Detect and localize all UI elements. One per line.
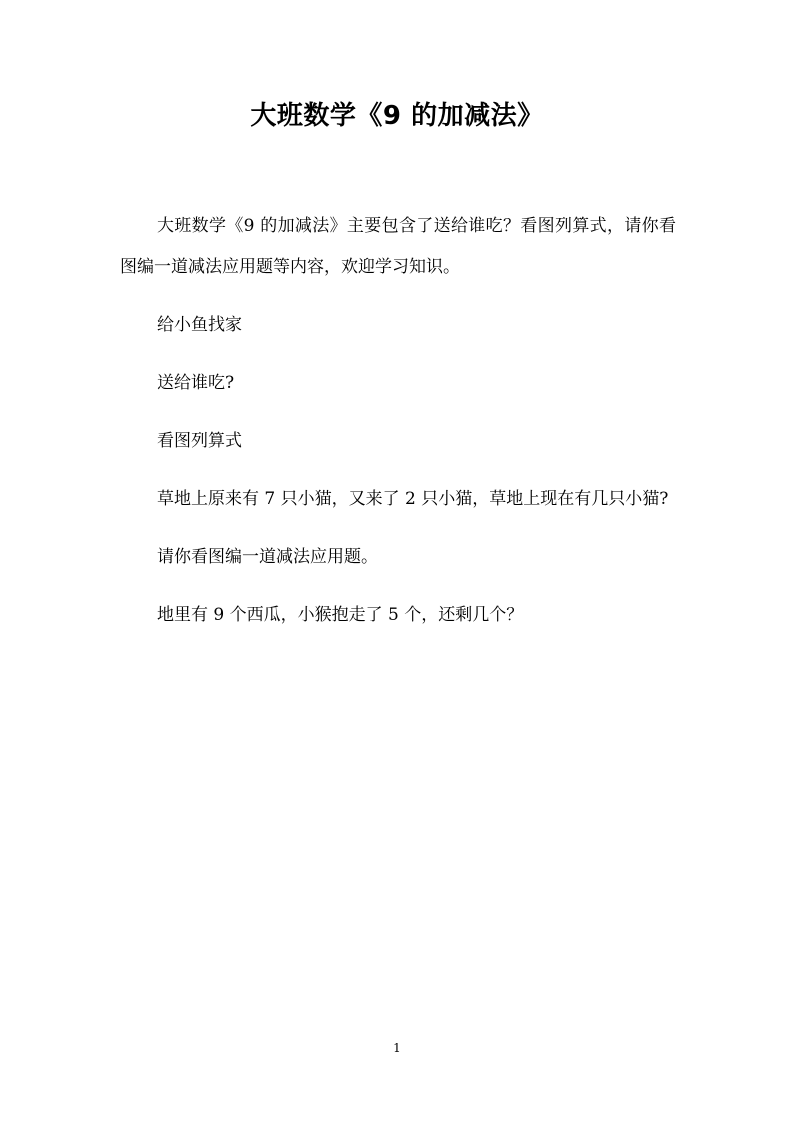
document-title: 大班数学《9 的加减法》	[250, 101, 544, 131]
paragraph-section-fish: 给小鱼找家	[157, 315, 242, 335]
paragraph-cats-problem: 草地上原来有 7 只小猫，又来了 2 只小猫，草地上现在有几只小猫?	[157, 489, 669, 509]
document-body	[120, 206, 676, 653]
paragraph-watermelon-problem: 地里有 9 个西瓜，小猴抱走了 5 个，还剩几个？	[157, 605, 524, 625]
page-number: 1	[393, 1041, 401, 1055]
paragraph-section-equation: 看图列算式	[157, 431, 242, 451]
paragraph-intro: 大班数学《9 的加减法》主要包含了送给谁吃？看图列算式，请你看图编一道减法应用题等内容，欢迎学习知识。	[120, 216, 676, 277]
paragraph-section-feed: 送给谁吃?	[157, 373, 235, 393]
paragraph-subtraction-prompt: 请你看图编一道减法应用题。	[157, 547, 378, 567]
